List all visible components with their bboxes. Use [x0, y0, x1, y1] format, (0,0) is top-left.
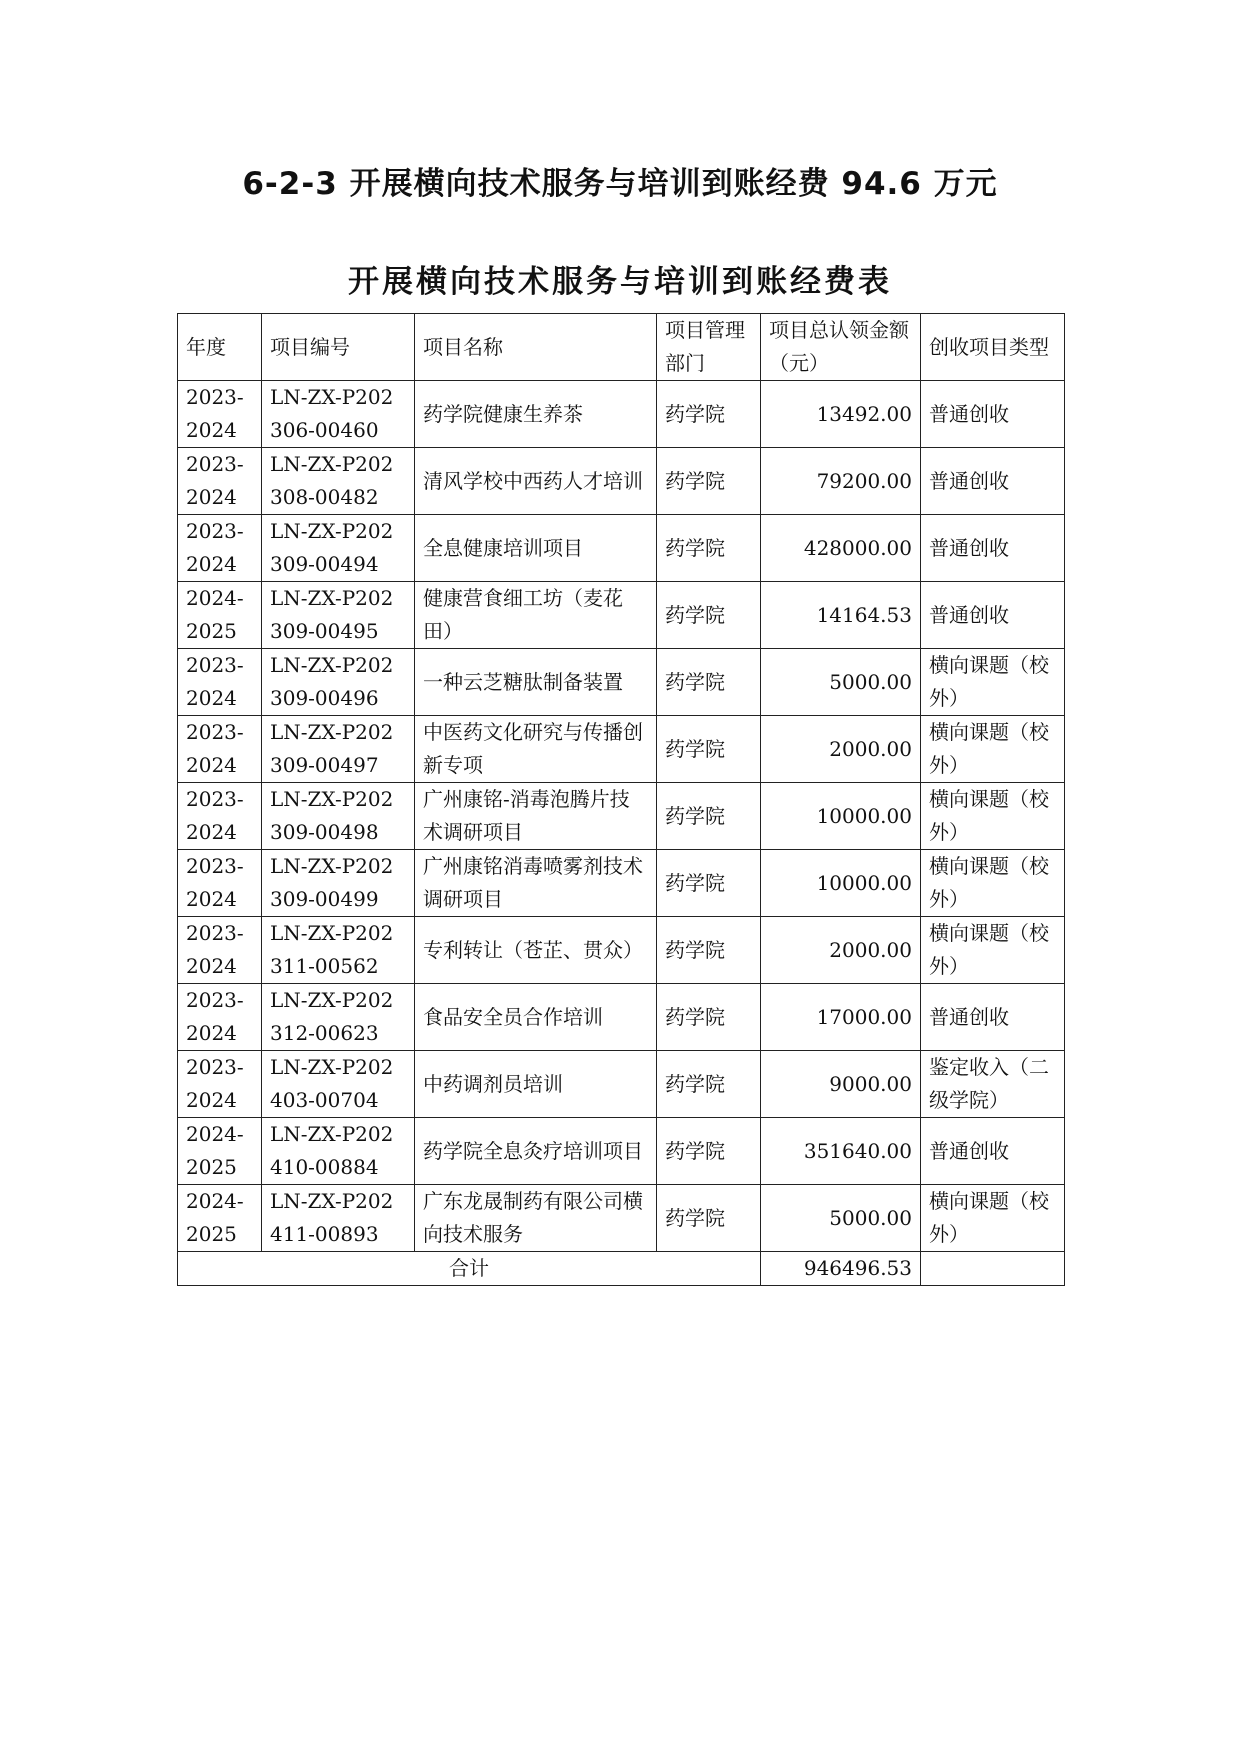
cell-amount: 5000.00 — [761, 1185, 921, 1252]
cell-code: LN-ZX-P202312-00623 — [262, 984, 415, 1051]
cell-type: 普通创收 — [921, 582, 1065, 649]
cell-name: 药学院健康生养茶 — [415, 381, 657, 448]
cell-dept: 药学院 — [657, 582, 761, 649]
cell-name: 健康营食细工坊（麦花田） — [415, 582, 657, 649]
cell-amount: 5000.00 — [761, 649, 921, 716]
column-header-amount: 项目总认领金额（元） — [761, 314, 921, 381]
cell-year: 2023-2024 — [178, 917, 262, 984]
cell-amount: 428000.00 — [761, 515, 921, 582]
cell-year: 2024-2025 — [178, 1118, 262, 1185]
cell-code: LN-ZX-P202411-00893 — [262, 1185, 415, 1252]
column-header-year: 年度 — [178, 314, 262, 381]
cell-code: LN-ZX-P202410-00884 — [262, 1118, 415, 1185]
cell-type: 鉴定收入（二级学院） — [921, 1051, 1065, 1118]
table-row — [178, 582, 1065, 649]
cell-dept: 药学院 — [657, 448, 761, 515]
column-header-code: 项目编号 — [262, 314, 415, 381]
cell-dept: 药学院 — [657, 783, 761, 850]
cell-type: 横向课题（校外） — [921, 1185, 1065, 1252]
cell-year: 2023-2024 — [178, 649, 262, 716]
cell-name: 全息健康培训项目 — [415, 515, 657, 582]
table-row — [178, 984, 1065, 1051]
table-row — [178, 917, 1065, 984]
cell-code: LN-ZX-P202311-00562 — [262, 917, 415, 984]
column-header-dept: 项目管理部门 — [657, 314, 761, 381]
cell-year: 2023-2024 — [178, 716, 262, 783]
table-row — [178, 1118, 1065, 1185]
table-row — [178, 850, 1065, 917]
cell-dept: 药学院 — [657, 1051, 761, 1118]
table-title: 开展横向技术服务与培训到账经费表 — [348, 264, 892, 300]
cell-amount: 10000.00 — [761, 850, 921, 917]
cell-year: 2023-2024 — [178, 1051, 262, 1118]
total-label: 合计 — [178, 1252, 761, 1286]
cell-dept: 药学院 — [657, 381, 761, 448]
cell-year: 2023-2024 — [178, 381, 262, 448]
cell-type: 普通创收 — [921, 984, 1065, 1051]
cell-code: LN-ZX-P202403-00704 — [262, 1051, 415, 1118]
cell-name: 广州康铭-消毒泡腾片技术调研项目 — [415, 783, 657, 850]
cell-year: 2024-2025 — [178, 1185, 262, 1252]
table-row — [178, 716, 1065, 783]
cell-amount: 2000.00 — [761, 716, 921, 783]
cell-dept: 药学院 — [657, 850, 761, 917]
cell-type: 横向课题（校外） — [921, 716, 1065, 783]
cell-name: 广州康铭消毒喷雾剂技术调研项目 — [415, 850, 657, 917]
column-header-name: 项目名称 — [415, 314, 657, 381]
cell-dept: 药学院 — [657, 515, 761, 582]
cell-code: LN-ZX-P202308-00482 — [262, 448, 415, 515]
table-row — [178, 515, 1065, 582]
cell-type: 普通创收 — [921, 1118, 1065, 1185]
cell-dept: 药学院 — [657, 984, 761, 1051]
page-heading: 6-2-3 开展横向技术服务与培训到账经费 94.6 万元 — [242, 166, 998, 202]
cell-year: 2024-2025 — [178, 582, 262, 649]
cell-name: 专利转让（苍芷、贯众） — [415, 917, 657, 984]
cell-code: LN-ZX-P202309-00497 — [262, 716, 415, 783]
table-row — [178, 649, 1065, 716]
cell-type: 横向课题（校外） — [921, 649, 1065, 716]
cell-year: 2023-2024 — [178, 850, 262, 917]
header-row — [178, 314, 1065, 381]
total-amount: 946496.53 — [761, 1252, 921, 1286]
cell-dept: 药学院 — [657, 1118, 761, 1185]
cell-amount: 79200.00 — [761, 448, 921, 515]
cell-code: LN-ZX-P202309-00499 — [262, 850, 415, 917]
cell-name: 食品安全员合作培训 — [415, 984, 657, 1051]
table-row — [178, 381, 1065, 448]
cell-year: 2023-2024 — [178, 984, 262, 1051]
table-row — [178, 1185, 1065, 1252]
cell-type: 横向课题（校外） — [921, 783, 1065, 850]
cell-code: LN-ZX-P202306-00460 — [262, 381, 415, 448]
total-empty-cell — [921, 1252, 1065, 1286]
cell-type: 普通创收 — [921, 448, 1065, 515]
cell-dept: 药学院 — [657, 649, 761, 716]
cell-amount: 351640.00 — [761, 1118, 921, 1185]
cell-amount: 17000.00 — [761, 984, 921, 1051]
cell-code: LN-ZX-P202309-00496 — [262, 649, 415, 716]
cell-amount: 2000.00 — [761, 917, 921, 984]
cell-code: LN-ZX-P202309-00498 — [262, 783, 415, 850]
cell-type: 横向课题（校外） — [921, 850, 1065, 917]
total-row — [178, 1252, 1065, 1286]
table-row — [178, 1051, 1065, 1118]
cell-code: LN-ZX-P202309-00494 — [262, 515, 415, 582]
cell-dept: 药学院 — [657, 716, 761, 783]
cell-amount: 13492.00 — [761, 381, 921, 448]
funding-table — [177, 313, 1065, 1286]
cell-name: 药学院全息灸疗培训项目 — [415, 1118, 657, 1185]
cell-type: 普通创收 — [921, 381, 1065, 448]
cell-dept: 药学院 — [657, 1185, 761, 1252]
cell-type: 横向课题（校外） — [921, 917, 1065, 984]
cell-type: 普通创收 — [921, 515, 1065, 582]
cell-code: LN-ZX-P202309-00495 — [262, 582, 415, 649]
table-row — [178, 448, 1065, 515]
cell-year: 2023-2024 — [178, 783, 262, 850]
table-row — [178, 783, 1065, 850]
table-body — [178, 381, 1065, 1286]
cell-name: 一种云芝糖肽制备装置 — [415, 649, 657, 716]
cell-dept: 药学院 — [657, 917, 761, 984]
cell-year: 2023-2024 — [178, 448, 262, 515]
cell-name: 清风学校中西药人才培训 — [415, 448, 657, 515]
cell-amount: 9000.00 — [761, 1051, 921, 1118]
cell-amount: 14164.53 — [761, 582, 921, 649]
cell-name: 中医药文化研究与传播创新专项 — [415, 716, 657, 783]
cell-year: 2023-2024 — [178, 515, 262, 582]
cell-name: 广东龙晟制药有限公司横向技术服务 — [415, 1185, 657, 1252]
cell-name: 中药调剂员培训 — [415, 1051, 657, 1118]
table-header — [178, 314, 1065, 381]
cell-amount: 10000.00 — [761, 783, 921, 850]
column-header-type: 创收项目类型 — [921, 314, 1065, 381]
